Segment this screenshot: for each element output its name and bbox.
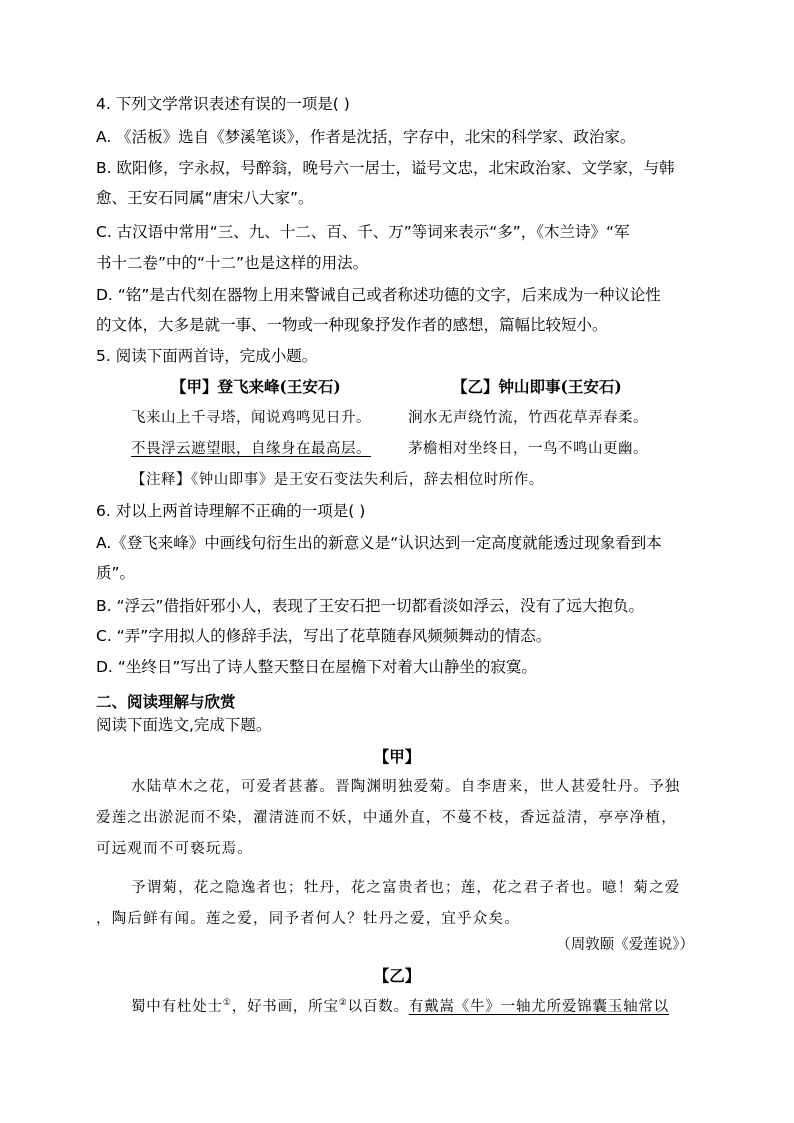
passage-yi-label: 【乙】 — [373, 967, 421, 985]
passage-jia-p1-line2: 爱莲之出淤泥而不染，濯清涟而不妖，中通外直，不蔓不枝，香远益清，亭亭净植， — [96, 810, 677, 826]
poem-note: 【注释】《钟山即事》是王安石变法失利后，辞去相位时所作。 — [131, 472, 544, 488]
q6-stem: 6. 对以上两首诗理解不正确的一项是( ) — [96, 502, 366, 520]
q4-option-d-line2: 的文体，大多是就一事、一物或一种现象抒发作者的感想，篇幅比较短小。 — [96, 316, 608, 334]
q6-option-a-line1: A.《登飞来峰》中画线句衍生出的新意义是“认识达到一定高度就能透过现象看到本 — [96, 534, 662, 552]
footnote-marker-1: ① — [222, 998, 232, 1009]
q6-option-a-line2: 质”。 — [96, 564, 136, 582]
section2-heading: 二、阅读理解与欣赏 — [96, 693, 236, 711]
q6-option-d: D. “坐终日”写出了诗人整天整日在屋檐下对着大山静坐的寂寞。 — [96, 658, 537, 676]
poem-yi-line1: 涧水无声绕竹流，竹西花草弄春柔。 — [408, 410, 648, 426]
q4-option-d-line1: D. “铭”是古代刻在器物上用来警诫自己或者称述功德的文字，后来成为一种议论性 — [96, 286, 661, 304]
footnote-marker-2: ② — [338, 998, 348, 1009]
passage-yi-text-c: 以百数。 — [347, 999, 409, 1015]
poem-jia-line1: 飞来山上千寻塔，闻说鸡鸣见日升。 — [131, 410, 371, 426]
passage-jia-p1-line1: 水陆草木之花，可爱者甚蕃。晋陶渊明独爱菊。自李唐来，世人甚爱牡丹。予独 — [131, 779, 681, 795]
q4-option-c-line2: 书十二卷”中的“十二”也是这样的用法。 — [96, 254, 369, 272]
passage-jia-p2-line1: 予谓菊，花之隐逸者也；牡丹，花之富贵者也；莲，花之君子者也。噫！菊之爱 — [131, 880, 681, 896]
q6-option-b: B. “浮云”借指奸邪小人，表现了王安石把一切都看淡如浮云，没有了远大抱负。 — [96, 597, 645, 615]
q4-stem: 4. 下列文学常识表述有误的一项是( ) — [96, 95, 350, 113]
q4-option-b-line2: 愈、王安石同属“唐宋八大家”。 — [96, 189, 314, 207]
passage-jia-p1-line3: 可远观而不可亵玩焉。 — [96, 841, 253, 857]
q4-option-b-line1: B. 欧阳修，字永叔，号醉翁，晚号六一居士，谥号文忠，北宋政治家、文学家，与韩 — [96, 159, 675, 177]
passage-jia-label: 【甲】 — [373, 748, 421, 766]
q4-option-a: A. 《活板》选自《梦溪笔谈》，作者是沈括，字存中，北宋的科学家、政治家。 — [96, 128, 636, 146]
q5-stem: 5. 阅读下面两首诗，完成小题。 — [96, 347, 318, 365]
poem-jia-line2-underlined: 不畏浮云遮望眼，自缘身在最高层。 — [131, 441, 371, 457]
q6-option-c: C. “弄”字用拟人的修辞手法，写出了花草随春风频频舞动的情态。 — [96, 627, 552, 645]
poem-yi-title: 【乙】钟山即事(王安石) — [452, 377, 622, 396]
passage-jia-source: （周敦颐《爱莲说》） — [556, 937, 694, 953]
passage-yi-p1-line1 — [131, 997, 733, 1017]
passage-yi-underlined-text: 有戴嵩《牛》一轴尤所爱锦囊玉轴常以 — [408, 999, 669, 1015]
passage-jia-p2-line2: ，陶后鲜有闻。莲之爱，同予者何人？牡丹之爱，宜乎众矣。 — [96, 911, 520, 927]
poem-yi-line2: 茅檐相对坐终日，一鸟不鸣山更幽。 — [408, 441, 648, 457]
passage-yi-text-b: ，好书画，所宝 — [231, 999, 339, 1015]
section2-intro: 阅读下面选文,完成下题。 — [96, 716, 272, 734]
poem-jia-title: 【甲】登飞来峰(王安石) — [171, 377, 341, 396]
passage-yi-text-a: 蜀中有杜处士 — [131, 999, 223, 1015]
q4-option-c-line1: C. 古汉语中常用“三、九、十二、百、千、万”等词来表示“多”，《木兰诗》“军 — [96, 223, 630, 241]
